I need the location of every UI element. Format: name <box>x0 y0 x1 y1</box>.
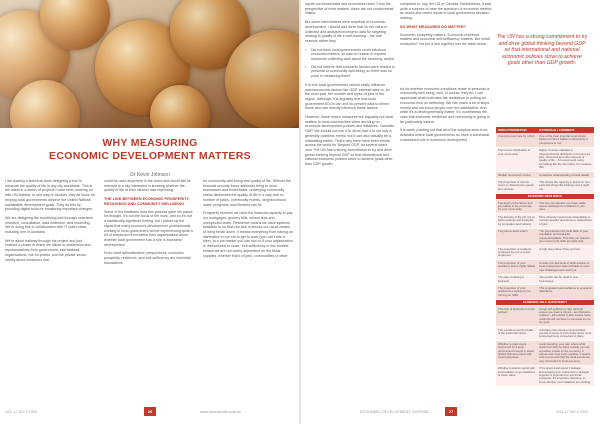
indicators-table <box>496 127 594 387</box>
indicator-cell: Median household income <box>496 172 537 179</box>
rationale-cell: The gap between the local skills of your population and local jobs required/available. This tells you whether you invest in job skills and jobs well. <box>537 228 594 246</box>
paragraph: Prosperity ensures we have the financial capacity to pay our mortgages, grocery bills, school fees and unexpected costs. Resilience means we have systems available to us that can kick in should our usual means of living break down. It means everything from having an alternative to our car to get to work (you can't ride a bike), to a job market you can turn to if your organisation is restructured or close. Self-sufficiency in this context means we are not overly dependent on the fiscal supplies, whether that's of jobs, commodities or other <box>203 211 293 258</box>
paragraph: Some of the feedback from this process gave me pause for thought. It's not the focus of the work, and so it's not a statistically significant finding, but I picked up the signal that many economic development professionals working in local government will be experiencing quite a bit of scepticism from within their organisations about whether local government has a role in economic development. <box>104 209 193 247</box>
coins-photo <box>0 0 300 128</box>
rationale-cell: More diversity means less vulnerability to industry-specific downturns or restructures of jobs. <box>537 214 594 228</box>
paragraph: It is true local governments cannot easily influence macroeconomic factors like GDP, interest rates or, for the most part, the number and types of jobs in the region. Although, it is arguably true that local government EDOs can and do present data to inform those who can directly influence these factors. <box>305 82 390 111</box>
table-row <box>496 179 594 193</box>
indicator-cell: The jobs-to-skills match <box>496 228 537 246</box>
paragraph: From chief administrators' perspectives, economic prosperity, resilience, and self-sufficiency are essential foundations <box>104 251 191 265</box>
indicator-cell: The proportion of your residences employed in or running an SME <box>496 285 537 299</box>
footer-volume: VOL 17 NO 3 2024 <box>556 410 589 414</box>
table-row <box>496 214 594 228</box>
page-gutter <box>299 0 301 424</box>
paragraph: I am leading a technical team designing a tool to measure the quality of life in any city worldwide. This is the latest in a series of projects I have been working on with UN-Habitat. In one way or another, they all focus on helping local governments achieve the United Nations' sustainable development goals. They do this by providing digital tools for monitoring important changes. <box>5 179 95 212</box>
section-heading: SO WHAT MEASURES DO MATTER? <box>400 24 466 29</box>
table-row <box>496 365 594 386</box>
indicator-cell: Unemployment rate by cohort <box>496 133 537 147</box>
paragraph: But some interviewees were sceptical of economic development. I should add were that on net value in collected and analysed economic data for targeting relating to quality of life in self-tracking – the real reasons rather they <box>305 20 388 43</box>
rationale-cell: This shows the capacity to spend on non-essential things like holidays and a night out. <box>537 179 594 193</box>
paragraph: It is worth pointing out that all of the sceptics were from Australia where local governments do have a somewhat constrained role in economic development <box>400 128 490 142</box>
indicator-cell: The diversity of the job mix of both residents and local jobs by occupation and industry <box>496 214 537 228</box>
indicator-cell: Whether residents spend with local retailers or go elsewhere or lower value <box>496 365 537 386</box>
table-header: INDICATOR/METRIC <box>496 127 537 133</box>
rationale-cell: This lets you whether you have viable career pathways for residents in your area. <box>537 200 594 214</box>
table-row <box>496 260 594 274</box>
indicator-cell: The proportion of income spent on discretionary goods and services <box>496 179 537 193</box>
rationale-cell: A baseline understanding of local wealth. <box>537 172 594 179</box>
table-row <box>496 133 594 147</box>
paragraph: inputs our households and economies need. From the perspective of most leaders, these are not controversial claims. <box>305 2 394 16</box>
paragraph: As for whether economic conditions relate to personal or community well-being, well, of course, they do. I can appreciate what motivates the resistance to putting an economic lens on wellbeing. We can make a lot of steps money and not shoot people over the satisfaction. And while it's a developmentally matter, it's nonetheless the case that economic resilience and community is going to be particularly salient. <box>400 86 490 124</box>
rationale-cell: Local spending your own where what would normally be spent outside you has a positive impact on the economy. It argues and must early negative, it means and recommend that the local events are very successful in local economy. <box>537 341 594 365</box>
rationale-cell: A better mix and level of skills ensures a local employment base and/able to meet new challenges and reach out. <box>537 260 594 274</box>
page-number: 26 <box>144 407 156 416</box>
section-label: ECONOMIC SELF-SUFFICIENCY <box>496 299 594 305</box>
indicator-cell: The depth of the labour and job market in the proximate for your community <box>496 200 537 214</box>
table-row <box>496 172 594 179</box>
left-column-2 <box>104 179 194 269</box>
paragraph: could be used anywhere in the world and would still be relevant to a city interested in knowing whether the quality of life of their citizens was improving. <box>104 179 191 193</box>
author-byline: Dr Kevin Johnson <box>130 172 170 178</box>
footer-journal: ECONOMIC DEVELOPMENT JOURNAL <box>360 410 430 414</box>
table-row <box>496 274 594 285</box>
table-header: RATIONALE / COMMENT <box>537 127 594 133</box>
indicator-cell: The income distribution of your community <box>496 147 537 171</box>
indicator-cell: The ratio of local jobs to local workers <box>496 306 537 327</box>
title-line-2: ECONOMIC DEVELOPMENT MATTERS <box>49 150 251 162</box>
indicator-cell: Whether a major event sponsored by a local government brought in visitor dollars that were spent with local businesses <box>496 341 537 365</box>
paragraph: Economic prosperity matters. Economic resilience matters and economic self-sufficiency matters. But which measures? I've put a few together into the table below. <box>400 32 491 47</box>
rationale-cell: A high rate pulses if they go bust. <box>537 246 594 260</box>
paragraph: However, these macro measures are arguably not what matters to local communities when deciding on economic development policies and initiatives. Consider GDP. We should not use it to 'show that' it is not only a generally pointless metric, but it can also actually be a misleading metric. That's why there have been efforts across the world for 'Beyond GDP' for several years now. The UN has a strong commitment to try and drive global thinking beyond GDP so that international and national economic policies strive to achieve goals other than GDP growth. <box>305 115 395 167</box>
left-column-3 <box>203 179 293 262</box>
indicator-cell: The proportion of your workforce that is highly skilled <box>496 260 537 274</box>
table-row <box>496 327 594 341</box>
list-item: • Did not believe that economic factors were related to personal or community well-being, so there was no point in measuring them! <box>305 65 395 79</box>
rationale-cell: A thriving main street economic/cities provide a sense of community and a more connected/more connected to place. <box>537 327 594 341</box>
rationale-cell: Higher incomes indicates a disproportionate distribution of income by jobs, resources and other aspects of quality of life – I'd recommend using something like the Gini index, for measure this. <box>537 147 594 171</box>
rationale-cell: One of the most important and simple factors to hold a bellies in community is prosperous or not. <box>537 133 594 147</box>
table-row <box>496 246 594 260</box>
rationale-cell: This is greater local resilience to economic downturns. <box>537 285 594 299</box>
pull-quote: The UN has a strong commitment to try and drive global thinking beyond GDP so that international and national economic policies strive to achieve goals other than GDP growth. <box>496 34 588 67</box>
right-column-2 <box>400 2 492 146</box>
rationale-cell: A high self-sufficiency ratio will help ensure you have a robust – and therefore resilient – job market. It also means many residents will not have to commute too far for work. <box>537 306 594 327</box>
table-row <box>496 200 594 214</box>
left-column-1 <box>5 179 95 266</box>
footer-url: www.edaustralia.com.au <box>200 410 242 414</box>
table-row <box>496 228 594 246</box>
indicator-cell: The rate of starting a business <box>496 274 537 285</box>
footer-volume: VOL 17 NO 3 2024 <box>5 410 38 414</box>
table-row <box>496 341 594 365</box>
right-column-1 <box>305 2 395 171</box>
rationale-cell: If the spent local spend it leakage. Encouraging your customers in strategic supplies is important for economic prosperity. It's important, therefore, to know whether your initiatives are working. <box>537 365 594 386</box>
rationale-cell: Job growth can be rapid in new businesses. <box>537 274 594 285</box>
table-row <box>496 285 594 299</box>
title-line-1: WHY MEASURING <box>102 137 198 149</box>
indicator-cell: The proportion of residents employed by one or a few employers <box>496 246 537 260</box>
paragraph: for community well-being and quality of life. Without the financial security these attributes bring to local businesses and households, underlying community stress diminishes the quality of life in a way that no number of parks, community events, neighbourhood watch programs, and libraries can fix. <box>203 179 291 207</box>
article-title <box>0 137 300 163</box>
paragraph: We're about halfway through the project and just finished a phase in which we talked to academics and representatives from government, international organisations, not-for-profits, and the private sector, mostly about measures that <box>5 238 91 262</box>
section-heading: THE LINK BETWEEN ECONOMIC PROSPERITY, RESILIENCE AND COMMUNITY WELLBEING <box>104 197 190 206</box>
table-row <box>496 306 594 327</box>
bullet-list <box>305 48 395 79</box>
indicator-cell: The overall economic health of the local main street <box>496 327 537 341</box>
paragraph: We are designing the monitoring tool through extensive research, consultation, data collection, and modelling. We're doing this in collaboration with IT cyber class, including one in Australia. <box>5 215 93 235</box>
paragraph: compared to, say, the US or Canada. Nonetheless, it was quite a surprise to hear the spectrum of economic metrics as useful and useful inputs to local government decision-making. <box>400 2 492 21</box>
list-item: • Did not think local governments could influence economic matters, so saw no reason to expend resources collecting data about the economy, and/or <box>305 48 395 62</box>
section-label: ECONOMIC RESILIENCE <box>496 193 594 199</box>
table-row <box>496 147 594 171</box>
page-number: 27 <box>445 407 457 416</box>
